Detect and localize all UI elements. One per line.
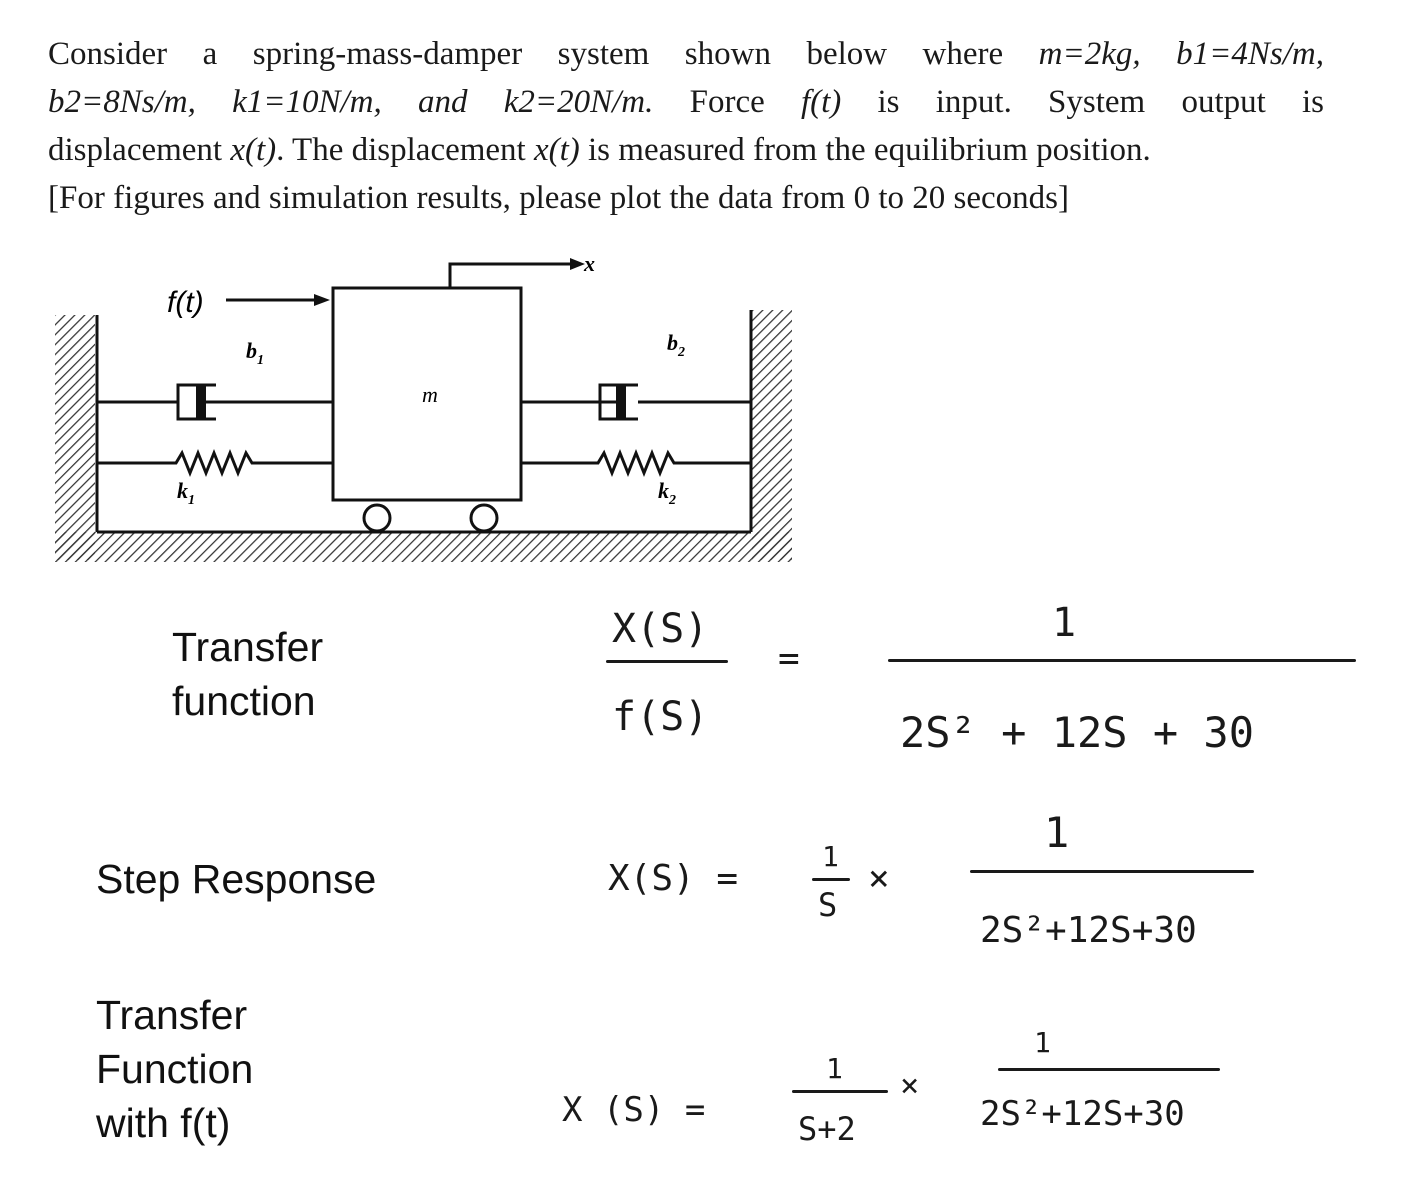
- tf-f-frac2-numerator: 1: [1034, 1026, 1051, 1059]
- wheel-left: [364, 505, 390, 531]
- params-m-b1: m=2kg, b1=4Ns/m,: [1038, 36, 1325, 72]
- label-line: Transfer: [172, 624, 324, 670]
- damper-b1-piston: [196, 386, 206, 418]
- tf-f-frac2-bar: [998, 1068, 1220, 1071]
- label-line: Transfer: [96, 992, 248, 1038]
- problem-text: . The displacement: [276, 132, 526, 168]
- step-frac1-bar: [812, 878, 850, 881]
- spring-k1: [97, 453, 333, 473]
- label-line: function: [172, 678, 316, 724]
- params-b2-k1-k2: b2=8Ns/m, k1=10N/m, and k2=20N/m.: [48, 84, 654, 120]
- wheel-right: [471, 505, 497, 531]
- problem-line-2: [48, 78, 1324, 126]
- label-line: with f(t): [96, 1100, 231, 1146]
- step-frac2-bar: [970, 870, 1254, 873]
- tf-equals: =: [778, 638, 800, 679]
- force-arrowhead: [314, 294, 330, 306]
- x-arrowhead: [570, 258, 585, 270]
- spring-k2: [521, 453, 751, 473]
- tf-f-frac1-numerator: 1: [826, 1052, 843, 1085]
- x-label: x: [584, 251, 595, 276]
- problem-line-1: [48, 30, 1324, 78]
- problem-line-3: [48, 126, 1324, 174]
- problem-text: is measured from the equilibrium position.: [588, 132, 1151, 168]
- step-frac1-numerator: 1: [822, 840, 839, 873]
- tf-rhs-fraction-bar: [888, 659, 1356, 662]
- step-frac2-denominator: 2S²+12S+30: [980, 910, 1197, 951]
- force-label: f(t): [167, 286, 204, 319]
- problem-statement: [48, 30, 1324, 222]
- tf-lhs-numerator: X(S): [612, 606, 709, 652]
- tf-rhs-numerator: 1: [1052, 600, 1077, 646]
- x-arrow: [450, 264, 570, 288]
- tf-rhs-denominator: 2S² + 12S + 30: [900, 708, 1255, 757]
- mass-label: m: [422, 382, 438, 407]
- tf-f-lhs: X (S) =: [562, 1090, 706, 1130]
- k1-label: $k_1$: [177, 478, 195, 508]
- step-times: ×: [868, 858, 890, 899]
- problem-text: Force: [689, 84, 765, 120]
- right-wall-hatch: [752, 310, 792, 560]
- b2-label: $b_2$: [667, 330, 685, 360]
- tf-lhs-fraction-bar: [606, 660, 728, 663]
- k2-label: $k_2$: [658, 478, 676, 508]
- step-frac2-numerator: 1: [1044, 808, 1070, 857]
- transfer-function-label: [172, 620, 323, 728]
- force-symbol: f(t): [800, 84, 842, 120]
- floor-hatch: [55, 532, 792, 562]
- b1-label: $b_1$: [246, 338, 264, 368]
- step-lhs: X(S) =: [608, 858, 739, 899]
- tf-f-frac2-denominator: 2S²+12S+30: [980, 1094, 1185, 1134]
- problem-line-4: [For figures and simulation results, please plot the data from 0 to 20 seconds]: [48, 180, 1069, 216]
- problem-text: displacement: [48, 132, 223, 168]
- spring-mass-damper-diagram: [50, 240, 800, 570]
- label-line: Function: [96, 1046, 254, 1092]
- tf-with-f-label: [96, 988, 253, 1150]
- problem-text: Consider a spring-mass-damper system shown below where: [48, 36, 1004, 72]
- displacement-symbol: x(t): [533, 132, 580, 168]
- displacement-symbol: x(t): [230, 132, 277, 168]
- problem-text: is input. System output is: [877, 84, 1325, 120]
- tf-lhs-denominator: f(S): [612, 694, 709, 740]
- left-wall-hatch: [55, 315, 95, 560]
- tf-f-times: ×: [900, 1066, 920, 1104]
- step-response-label: Step Response: [96, 856, 377, 902]
- tf-f-frac1-bar: [792, 1090, 888, 1093]
- damper-b2-piston: [616, 386, 626, 418]
- step-frac1-denominator: S: [818, 886, 838, 924]
- tf-f-frac1-denominator: S+2: [798, 1110, 856, 1148]
